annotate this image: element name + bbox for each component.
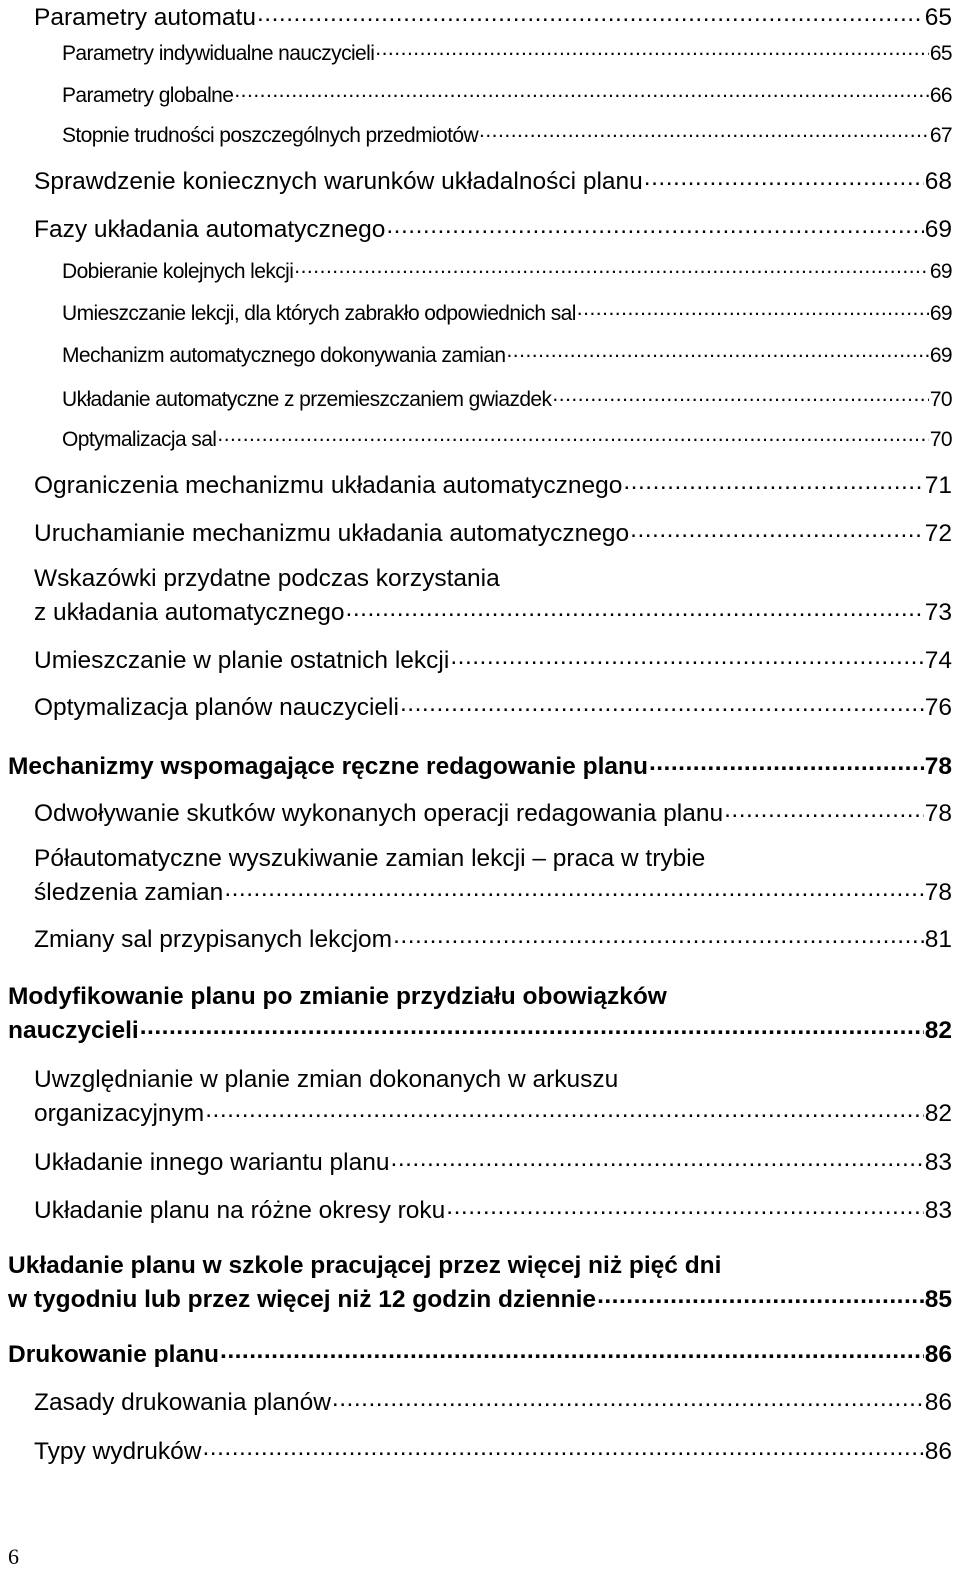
toc-entry[interactable] [62,38,952,70]
toc-entry-line [62,120,952,152]
toc-entry-title: Typy wydruków [34,1437,202,1465]
toc-entry-line [34,690,952,724]
toc-entry-page: 70 [929,428,952,451]
toc-entry-line [34,1434,952,1468]
toc-entry-title: Układanie innego wariantu planu [34,1148,390,1176]
toc-entry-line [34,1096,952,1130]
dot-leader [234,81,929,102]
toc-entry-title: Drukowanie planu [8,1340,220,1368]
toc-entry-page: 82 [924,1099,952,1127]
toc-entry-page: 65 [929,42,952,65]
toc-entry-page: 68 [924,167,952,195]
toc-entry[interactable] [34,796,952,830]
dot-leader [205,1096,924,1121]
toc-entry-line [62,38,952,70]
toc-entry-title: Stopnie trudności poszczególnych przedmiotów [62,124,479,147]
dot-leader [217,425,928,446]
toc-entry-title: Umieszczanie w planie ostatnich lekcji [34,646,450,674]
dot-leader [220,1337,924,1362]
dot-leader [446,1193,923,1218]
toc-entry[interactable] [34,843,952,909]
toc-entry-page: 86 [924,1340,952,1368]
toc-entry-title: Układanie automatyczne z przemieszczaniem gwiazdek [62,388,552,411]
dot-leader [224,875,923,900]
toc-entry-line [34,1193,952,1227]
dot-leader [332,1385,924,1410]
toc-entry[interactable] [34,1434,952,1468]
toc-entry-title: z układania automatycznego [34,598,345,626]
toc-entry-line [8,1282,952,1316]
toc-entry-line [8,1013,952,1047]
toc-entry-title: Parametry globalne [62,84,234,107]
toc-entry-line [34,516,952,550]
toc-entry-title: organizacyjnym [34,1099,205,1127]
toc-entry[interactable] [62,384,952,416]
toc-entry[interactable] [34,164,952,198]
toc-entry[interactable] [34,516,952,550]
toc-entry-title: Umieszczanie lekcji, dla których zabrakło odpowiednich sal [62,302,576,325]
toc-entry-page: 86 [924,1437,952,1465]
toc-entry-title: Układanie planu na różne okresy roku [34,1196,446,1224]
dot-leader [597,1282,924,1307]
dot-leader [375,39,929,60]
dot-leader [257,0,924,25]
toc-entry[interactable] [62,120,952,152]
toc-entry-title: Mechanizm automatycznego dokonywania zamian [62,344,506,367]
toc-entry-page: 67 [929,124,952,147]
toc-entry[interactable] [34,643,952,677]
toc-entry[interactable] [34,690,952,724]
toc-entry[interactable] [8,1250,952,1316]
dot-leader [391,1145,924,1170]
dot-leader [552,385,928,406]
toc-entry[interactable] [34,922,952,956]
dot-leader [393,922,924,947]
toc-entry-line [34,0,952,34]
toc-entry-title: Optymalizacja sal [62,428,217,451]
toc-entry-title: Fazy układania automatycznego [34,215,386,243]
dot-leader [346,595,924,620]
toc-entry-page: 69 [929,260,952,283]
dot-leader [294,257,929,278]
toc-entry-title: Parametry automatu [34,3,256,31]
toc-entry-page: 76 [924,693,952,721]
toc-entry-line [34,875,952,909]
toc-entry-line [34,643,952,677]
toc-entry[interactable] [34,468,952,502]
toc-entry-line [8,1337,952,1371]
dot-leader [400,690,924,715]
toc-entry-page: 66 [929,84,952,107]
toc-entry[interactable] [62,424,952,456]
toc-entry-line [8,749,952,783]
dot-leader [202,1434,923,1459]
toc-entry-title: Mechanizmy wspomagające ręczne redagowanie planu [8,752,648,780]
toc-entry-page: 86 [924,1388,952,1416]
toc-entry-line [62,298,952,330]
toc-entry-title-line: Uwzględnianie w planie zmian dokonanych w arkuszu [34,1066,619,1093]
toc-entry-title: nauczycieli [8,1016,139,1044]
toc-entry[interactable] [62,340,952,372]
toc-entry-page: 69 [924,215,952,243]
toc-entry-line [62,256,952,288]
toc-entry[interactable] [8,981,952,1047]
toc-entry-line [62,424,952,456]
toc-entry-page: 78 [924,752,952,780]
toc-entry-page: 74 [924,646,952,674]
toc-entry-page: 69 [929,344,952,367]
toc-entry-title: Parametry indywidualne nauczycieli [62,42,375,65]
toc-entry-line [34,212,952,246]
toc-entry-page: 73 [924,598,952,626]
page-number: 6 [8,1544,19,1569]
dot-leader [140,1013,924,1038]
toc-entry-title: Dobieranie kolejnych lekcji [62,260,294,283]
toc-entry-line [34,164,952,198]
toc-entry-page: 78 [924,799,952,827]
toc-entry[interactable] [34,0,952,34]
toc-entry-page: 83 [924,1196,952,1224]
toc-entry-title: Uruchamianie mechanizmu układania automatycznego [34,519,630,547]
toc-entry[interactable] [34,1064,952,1130]
toc-entry-title: Odwoływanie skutków wykonanych operacji redagowania planu [34,799,724,827]
toc-entry-title-line: Półautomatyczne wyszukiwanie zamian lekcji – praca w trybie [34,845,706,872]
toc-entry-line [34,1145,952,1179]
toc-entry-page: 82 [924,1016,952,1044]
dot-leader [649,749,924,774]
toc-entry[interactable] [8,749,952,783]
toc-entry[interactable] [34,563,952,629]
toc-entry-page: 69 [929,302,952,325]
toc-entry-line [62,384,952,416]
toc-entry[interactable] [34,1193,952,1227]
toc-entry-title-line: Układanie planu w szkole pracującej przez więcej niż pięć dni [8,1252,722,1279]
toc-entry-page: 81 [924,925,952,953]
toc-entry-title-line: Wskazówki przydatne podczas korzystania [34,565,500,592]
toc-entry[interactable] [62,256,952,288]
toc-entry[interactable] [34,1145,952,1179]
toc-entry[interactable] [34,212,952,246]
toc-entry-page: 65 [924,3,952,31]
toc-entry[interactable] [8,1337,952,1371]
toc-entry-title: Optymalizacja planów nauczycieli [34,693,399,721]
toc-entry-title-line: Modyfikowanie planu po zmianie przydziału obowiązków [8,983,667,1010]
dot-leader [724,796,924,821]
toc-entry-page: 72 [924,519,952,547]
toc-entry-line [62,80,952,112]
toc-entry-title: Ograniczenia mechanizmu układania automatycznego [34,471,623,499]
toc-entry-line [34,922,952,956]
dot-leader [479,121,929,142]
toc-entry-line [34,595,952,629]
toc-entry-line [34,1385,952,1419]
toc-entry-title: Zasady drukowania planów [34,1388,331,1416]
dot-leader [450,643,923,668]
dot-leader [577,299,929,320]
toc-entry-title: w tygodniu lub przez więcej niż 12 godzin dziennie [8,1285,597,1313]
toc-entry-line [62,340,952,372]
toc-entry-page: 83 [924,1148,952,1176]
toc-entry-page: 78 [924,878,952,906]
toc-entry-line [34,468,952,502]
dot-leader [644,164,924,189]
dot-leader [630,516,924,541]
toc-entry-page: 70 [929,388,952,411]
toc-entry[interactable] [62,298,952,330]
toc-entry-page: 71 [924,471,952,499]
dot-leader [386,212,923,237]
toc-entry[interactable] [62,80,952,112]
dot-leader [506,341,928,362]
dot-leader [623,468,923,493]
toc-entry-title: śledzenia zamian [34,878,224,906]
toc-entry[interactable] [34,1385,952,1419]
toc-entry-title: Zmiany sal przypisanych lekcjom [34,925,393,953]
toc-entry-title: Sprawdzenie koniecznych warunków układalności planu [34,167,643,195]
toc-entry-page: 85 [924,1285,952,1313]
toc-entry-line [34,796,952,830]
